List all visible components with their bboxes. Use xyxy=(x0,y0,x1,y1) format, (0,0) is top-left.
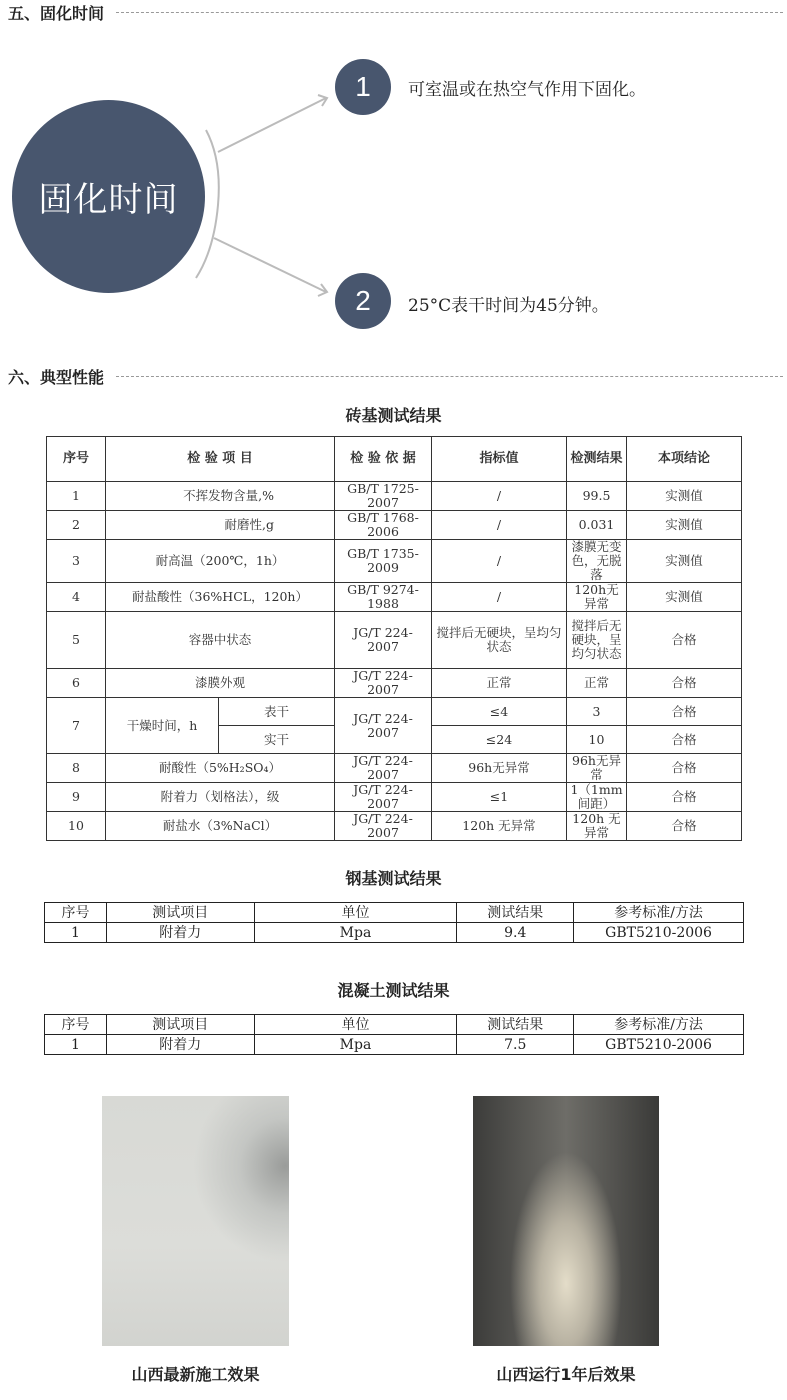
cell-verdict: 实测值 xyxy=(627,583,742,612)
col-header: 指标值 xyxy=(432,437,567,482)
col-header: 测试项目 xyxy=(106,1015,254,1035)
cell-verdict: 合格 xyxy=(627,812,742,841)
cell-spec: 96h无异常 xyxy=(432,754,567,783)
col-header: 参考标准/方法 xyxy=(574,903,744,923)
connector-2 xyxy=(214,238,326,292)
cell-basis: GB/T 9274-1988 xyxy=(335,583,432,612)
cell-basis: JG/T 224-2007 xyxy=(335,612,432,669)
brick-test-table xyxy=(46,436,742,841)
table-row xyxy=(47,540,742,583)
cell-basis: JG/T 224-2007 xyxy=(335,669,432,698)
cell-no: 7 xyxy=(47,698,106,754)
curing-time-circle: 固化时间 xyxy=(12,100,205,293)
cell-item: 耐盐水（3%NaCl） xyxy=(106,812,335,841)
cell: Mpa xyxy=(254,1035,457,1055)
cell-verdict: 合格 xyxy=(627,612,742,669)
table-row xyxy=(47,669,742,698)
cell-item: 不挥发物含量,% xyxy=(106,482,335,511)
cell: 附着力 xyxy=(106,923,254,943)
cell-subitem: 实干 xyxy=(219,726,335,754)
cell-spec: 120h 无异常 xyxy=(432,812,567,841)
cell-verdict: 合格 xyxy=(627,698,742,726)
table-row xyxy=(47,511,742,540)
cell-no: 8 xyxy=(47,754,106,783)
cell-no: 1 xyxy=(47,482,106,511)
cell: 9.4 xyxy=(457,923,574,943)
cell-result: 96h无异常 xyxy=(567,754,627,783)
cell-result: 99.5 xyxy=(567,482,627,511)
cell-item: 漆膜外观 xyxy=(106,669,335,698)
table-header-row xyxy=(47,437,742,482)
step-2-number: 2 xyxy=(335,273,391,329)
cell-no: 9 xyxy=(47,783,106,812)
cell-basis: GB/T 1768-2006 xyxy=(335,511,432,540)
cell-verdict: 合格 xyxy=(627,783,742,812)
cell-spec: / xyxy=(432,540,567,583)
photo-caption-one-year: 山西运行1年后效果 xyxy=(496,1365,636,1384)
cell-verdict: 合格 xyxy=(627,754,742,783)
cell-basis: GB/T 1735-2009 xyxy=(335,540,432,583)
col-header: 单位 xyxy=(254,1015,457,1035)
cell-result: 漆膜无变色，无脱落 xyxy=(567,540,627,583)
cell-spec: ≤24 xyxy=(432,726,567,754)
cell-no: 10 xyxy=(47,812,106,841)
step-2-text: 25°C表干时间为45分钟。 xyxy=(408,296,609,316)
col-header: 单位 xyxy=(254,903,457,923)
section-6-title: 六、典型性能 xyxy=(8,367,105,387)
cell-no: 5 xyxy=(47,612,106,669)
cell-item: 耐酸性（5%H₂SO₄） xyxy=(106,754,335,783)
cell-item: 耐高温（200℃，1h） xyxy=(106,540,335,583)
cell-spec: ≤1 xyxy=(432,783,567,812)
step-1-number: 1 xyxy=(335,59,391,115)
cell-spec: 搅拌后无硬块，呈均匀状态 xyxy=(432,612,567,669)
cell-verdict: 实测值 xyxy=(627,482,742,511)
table-row xyxy=(47,812,742,841)
cell-item: 耐盐酸性（36%HCL，120h） xyxy=(106,583,335,612)
cell-verdict: 合格 xyxy=(627,726,742,754)
cell-subitem: 表干 xyxy=(219,698,335,726)
cell-basis: JG/T 224-2007 xyxy=(335,754,432,783)
steel-table-title: 钢基测试结果 xyxy=(345,869,442,888)
cell-result: 正常 xyxy=(567,669,627,698)
cell: 1 xyxy=(45,923,107,943)
concrete-test-table xyxy=(44,1014,744,1055)
cell-no: 4 xyxy=(47,583,106,612)
cell-basis: GB/T 1725-2007 xyxy=(335,482,432,511)
cell-no: 2 xyxy=(47,511,106,540)
step-1-text: 可室温或在热空气作用下固化。 xyxy=(408,80,646,100)
cell-spec: ≤4 xyxy=(432,698,567,726)
cell-result: 3 xyxy=(567,698,627,726)
cell-verdict: 实测值 xyxy=(627,540,742,583)
cell-item: 附着力（划格法），级 xyxy=(106,783,335,812)
col-header: 测试项目 xyxy=(106,903,254,923)
table-row xyxy=(47,698,742,726)
cell-item: 耐磨性,g xyxy=(106,511,335,540)
section-5-title: 五、固化时间 xyxy=(8,3,105,23)
table-row xyxy=(47,612,742,669)
table-row xyxy=(47,583,742,612)
cell: 1 xyxy=(45,1035,107,1055)
col-header: 序号 xyxy=(47,437,106,482)
cell-no: 3 xyxy=(47,540,106,583)
cell-item: 干燥时间，h xyxy=(106,698,219,754)
cell: GBT5210-2006 xyxy=(574,1035,744,1055)
table-row xyxy=(47,783,742,812)
cell-spec: 正常 xyxy=(432,669,567,698)
cell-spec: / xyxy=(432,511,567,540)
concrete-table-title: 混凝土测试结果 xyxy=(337,981,450,1000)
cell-result: 10 xyxy=(567,726,627,754)
table-row xyxy=(47,754,742,783)
col-header: 测试结果 xyxy=(457,903,574,923)
col-header: 检 验 依 据 xyxy=(335,437,432,482)
cell: Mpa xyxy=(254,923,457,943)
col-header: 参考标准/方法 xyxy=(574,1015,744,1035)
table-row xyxy=(47,482,742,511)
section-6-heading xyxy=(8,364,783,388)
cell-verdict: 实测值 xyxy=(627,511,742,540)
cell-no: 6 xyxy=(47,669,106,698)
cell-spec: / xyxy=(432,583,567,612)
col-header: 测试结果 xyxy=(457,1015,574,1035)
col-header: 序号 xyxy=(45,903,107,923)
cell-item: 容器中状态 xyxy=(106,612,335,669)
cell: 7.5 xyxy=(457,1035,574,1055)
col-header: 检测结果 xyxy=(567,437,627,482)
cell-result: 1（1mm间距） xyxy=(567,783,627,812)
table-header-row xyxy=(45,1015,744,1035)
heading-divider xyxy=(116,376,783,377)
brick-table-title: 砖基测试结果 xyxy=(345,406,442,425)
cell-basis: JG/T 224-2007 xyxy=(335,783,432,812)
table-row xyxy=(45,1035,744,1055)
cell-verdict: 合格 xyxy=(627,669,742,698)
cell-basis: JG/T 224-2007 xyxy=(335,812,432,841)
one-year-photo xyxy=(473,1096,659,1346)
col-header: 本项结论 xyxy=(627,437,742,482)
photo-caption-new: 山西最新施工效果 xyxy=(131,1365,260,1384)
table-header-row xyxy=(45,903,744,923)
connector-1 xyxy=(218,98,326,152)
table-row xyxy=(45,923,744,943)
cell-basis: JG/T 224-2007 xyxy=(335,698,432,754)
cell: 附着力 xyxy=(106,1035,254,1055)
cell-result: 120h 无异常 xyxy=(567,812,627,841)
col-header: 检 验 项 目 xyxy=(106,437,335,482)
cell-result: 120h无异常 xyxy=(567,583,627,612)
cell: GBT5210-2006 xyxy=(574,923,744,943)
new-construction-photo xyxy=(102,1096,289,1346)
col-header: 序号 xyxy=(45,1015,107,1035)
cell-result: 0.031 xyxy=(567,511,627,540)
cell-result: 搅拌后无硬块，呈均匀状态 xyxy=(567,612,627,669)
cell-spec: / xyxy=(432,482,567,511)
steel-test-table xyxy=(44,902,744,943)
